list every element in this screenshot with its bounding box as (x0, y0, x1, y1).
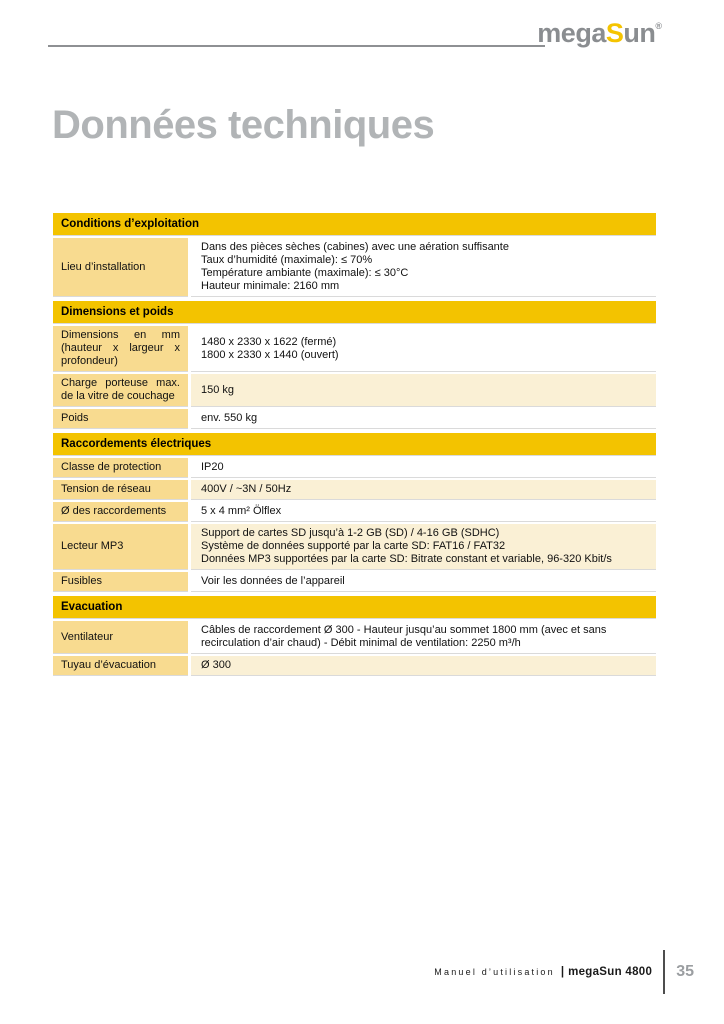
row-label: Charge porteuse max. de la vitre de couchage (61, 377, 180, 402)
row-label: Dimensions en mm (hauteur x largeur x profondeur) (61, 329, 180, 367)
row-value-cell (191, 409, 656, 429)
row-label-cell (53, 458, 188, 478)
row-value-line: Voir les données de l’appareil (201, 575, 345, 587)
row-value-line: 1480 x 2330 x 1622 (fermé) (201, 335, 337, 348)
row-value-cell (191, 502, 656, 522)
row-label-cell (53, 238, 188, 297)
tech-data-table (53, 213, 656, 678)
row-label: Lieu d’installation (61, 260, 146, 273)
row-value-cell (191, 238, 656, 297)
table-section-header: Raccordements électriques (53, 433, 656, 456)
logo-text-s: S (605, 18, 624, 48)
page-number: 35 (676, 963, 694, 980)
row-value-line: 150 kg (201, 383, 235, 396)
row-value-cell (191, 572, 656, 592)
row-label: Ventilateur (61, 630, 113, 643)
table-row (53, 238, 656, 297)
row-label-cell (53, 502, 188, 522)
row-value-line: IP20 (201, 461, 224, 473)
row-label: Tension de réseau (61, 483, 151, 495)
table-section-header: Conditions d’exploitation (53, 213, 656, 236)
row-label: Tuyau d’évacuation (61, 659, 156, 671)
logo-text-mega: mega (537, 18, 606, 48)
row-value-line: Câbles de raccordement Ø 300 - Hauteur jusqu’au sommet 1800 mm (avec et sans recirculation d’air chaud) - Débit minimal de ventilation: 2250 m³/h (201, 624, 607, 649)
table-row (53, 502, 656, 522)
header-rule (48, 45, 545, 47)
row-value-cell (191, 621, 656, 654)
table-section-header: Dimensions et poids (53, 301, 656, 324)
row-label-cell (53, 409, 188, 429)
table-row (53, 409, 656, 429)
row-value-line: 400V / ~3N / 50Hz (201, 483, 292, 495)
row-value-line: Hauteur minimale: 2160 mm (201, 280, 340, 292)
megasun-logo (537, 18, 662, 49)
row-value-cell (191, 326, 656, 372)
row-value-line: Dans des pièces sèches (cabines) avec une aération suffisante (201, 241, 509, 253)
row-label-cell (53, 572, 188, 592)
table-row (53, 480, 656, 500)
row-value-cell (191, 524, 656, 570)
table-row (53, 374, 656, 407)
row-value-cell (191, 458, 656, 478)
footer-separator: | (560, 966, 565, 978)
page-title: Données techniques (52, 103, 435, 147)
row-value-cell (191, 656, 656, 676)
row-value-line: Ø 300 (201, 659, 231, 671)
row-value-line: Taux d’humidité (maximale): ≤ 70% (201, 254, 373, 266)
row-value-line: Système de données supporté par la carte SD: FAT16 / FAT32 (201, 540, 506, 552)
row-value-line: Données MP3 supportées par la carte SD: Bitrate constant et variable, 96-320 Kbit/s (201, 553, 612, 565)
row-label: Poids (61, 412, 89, 424)
table-row (53, 326, 656, 372)
footer-product-name: megaSun 4800 (568, 966, 653, 978)
row-value-line: Support de cartes SD jusqu’à 1-2 GB (SD) / 4-16 GB (SDHC) (201, 527, 500, 539)
row-label: Ø des raccordements (61, 505, 167, 517)
table-row (53, 458, 656, 478)
row-label-cell (53, 656, 188, 676)
row-label-cell (53, 480, 188, 500)
table-row (53, 656, 656, 676)
row-label: Classe de protection (61, 461, 162, 473)
footer (434, 950, 694, 994)
row-label: Fusibles (61, 575, 102, 587)
row-label: Lecteur MP3 (61, 540, 124, 552)
row-label-cell (53, 621, 188, 654)
table-row (53, 524, 656, 570)
row-value-cell (191, 374, 656, 407)
table-row (53, 621, 656, 654)
row-value-line: 1800 x 2330 x 1440 (ouvert) (201, 348, 339, 361)
footer-manual-label: Manuel d’utilisation (434, 967, 555, 977)
row-label-cell (53, 326, 188, 372)
row-value-line: 5 x 4 mm² Ölflex (201, 505, 282, 517)
row-value-line: Température ambiante (maximale): ≤ 30°C (201, 267, 409, 279)
row-value-line: env. 550 kg (201, 412, 258, 424)
row-label-cell (53, 524, 188, 570)
logo-text-un: un (623, 18, 656, 48)
table-section-header: Evacuation (53, 596, 656, 619)
row-value-cell (191, 480, 656, 500)
logo-registered-mark: ® (655, 21, 662, 31)
table-row (53, 572, 656, 592)
footer-divider (663, 950, 665, 994)
row-label-cell (53, 374, 188, 407)
